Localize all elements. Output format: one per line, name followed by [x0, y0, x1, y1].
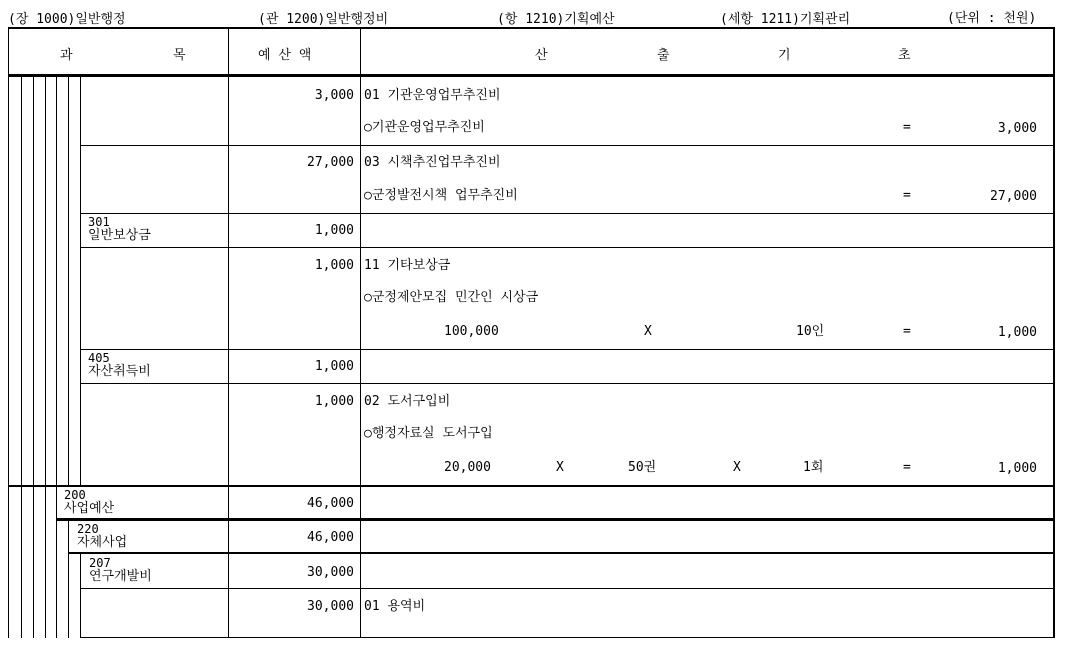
header-hang: (항 1210)기획예산 — [497, 12, 615, 27]
calc-equals: = — [903, 188, 911, 203]
row-sep-thick — [8, 485, 1054, 487]
calc-operator: X — [644, 324, 652, 339]
col-sep-amount — [228, 27, 229, 638]
item-name: 자체사업 — [77, 535, 128, 550]
row-amount: 3,000 — [314, 88, 354, 103]
calc-result: 27,000 — [990, 189, 1037, 204]
item-name: 연구개발비 — [89, 569, 152, 584]
th-category-2: 목 — [173, 48, 186, 63]
indent-line-5 — [68, 77, 69, 487]
row-sep — [80, 247, 1054, 248]
row-sep-thick — [68, 552, 1054, 554]
calc-operator: X — [556, 460, 564, 475]
row-amount: 46,000 — [307, 530, 354, 545]
row-detail: ○행정자료실 도서구입 — [364, 426, 493, 441]
th-basis-4: 초 — [898, 48, 911, 63]
row-amount: 46,000 — [307, 496, 354, 511]
header-gwan: (관 1200)일반행정비 — [258, 12, 389, 27]
row-amount: 27,000 — [307, 155, 354, 170]
calc-value: 100,000 — [444, 324, 499, 339]
indent-line-7 — [56, 487, 57, 638]
row-sep — [80, 383, 1054, 384]
row-amount: 1,000 — [314, 258, 354, 273]
indent-line-4 — [56, 77, 57, 487]
indent-line-3 — [45, 77, 46, 638]
row-amount: 30,000 — [307, 565, 354, 580]
calc-equals: = — [903, 460, 911, 475]
table-left-border — [8, 27, 9, 638]
th-basis-1: 산 — [535, 48, 548, 63]
row-detail: ○군정발전시책 업무추진비 — [364, 188, 518, 203]
row-amount: 1,000 — [314, 394, 354, 409]
row-title: 01 용역비 — [364, 599, 426, 614]
row-sep — [80, 349, 1054, 350]
row-amount: 1,000 — [314, 223, 354, 238]
indent-line-6 — [80, 77, 81, 487]
calc-value: 20,000 — [444, 460, 491, 475]
indent-line-9 — [80, 553, 81, 638]
item-code: 200 — [64, 488, 86, 502]
calc-count: 1회 — [803, 460, 824, 475]
row-sep — [80, 588, 1054, 589]
table-top-border — [8, 27, 1054, 29]
item-name: 사업예산 — [64, 501, 115, 516]
item-name: 일반보상금 — [88, 228, 151, 243]
row-sep — [80, 145, 1054, 146]
item-code: 405 — [88, 351, 110, 365]
th-basis-2: 출 — [657, 48, 670, 63]
table-right-border — [1053, 27, 1055, 638]
item-name: 자산취득비 — [88, 364, 151, 379]
indent-line-1 — [21, 77, 22, 638]
calc-result: 3,000 — [997, 121, 1037, 136]
item-code: 301 — [88, 215, 110, 229]
row-sep-thick — [56, 518, 1054, 521]
indent-line-2 — [33, 77, 34, 638]
header-sehang: (세항 1211)기획관리 — [720, 12, 851, 27]
header-unit: (단위 : 천원) — [947, 11, 1037, 26]
row-sep — [80, 213, 1054, 214]
row-title: 01 기관운영업무추진비 — [364, 88, 501, 103]
col-sep-basis — [360, 27, 361, 638]
table-bottom-border — [80, 637, 1054, 638]
calc-result: 1,000 — [997, 325, 1037, 340]
calc-equals: = — [903, 324, 911, 339]
calc-equals: = — [903, 120, 911, 135]
th-amount: 예 산 액 — [258, 48, 312, 63]
th-basis-3: 기 — [778, 48, 791, 63]
row-amount: 30,000 — [307, 599, 354, 614]
indent-line-8 — [68, 520, 69, 638]
calc-count: 10인 — [796, 324, 825, 339]
row-title: 03 시책추진업무추진비 — [364, 155, 501, 170]
row-title: 11 기타보상금 — [364, 258, 451, 273]
calc-operator: X — [733, 460, 741, 475]
row-detail: ○군정제안모집 민간인 시상금 — [364, 290, 539, 305]
calc-count: 50권 — [628, 460, 657, 475]
item-code: 220 — [77, 522, 99, 536]
row-amount: 1,000 — [314, 359, 354, 374]
header-jang: (장 1000)일반행정 — [8, 12, 126, 27]
header-bottom-rule — [8, 74, 1054, 77]
row-title: 02 도서구입비 — [364, 394, 451, 409]
row-detail: ○기관운영업무추진비 — [364, 120, 485, 135]
item-code: 207 — [89, 556, 111, 570]
calc-result: 1,000 — [997, 461, 1037, 476]
th-category-1: 과 — [60, 48, 73, 63]
